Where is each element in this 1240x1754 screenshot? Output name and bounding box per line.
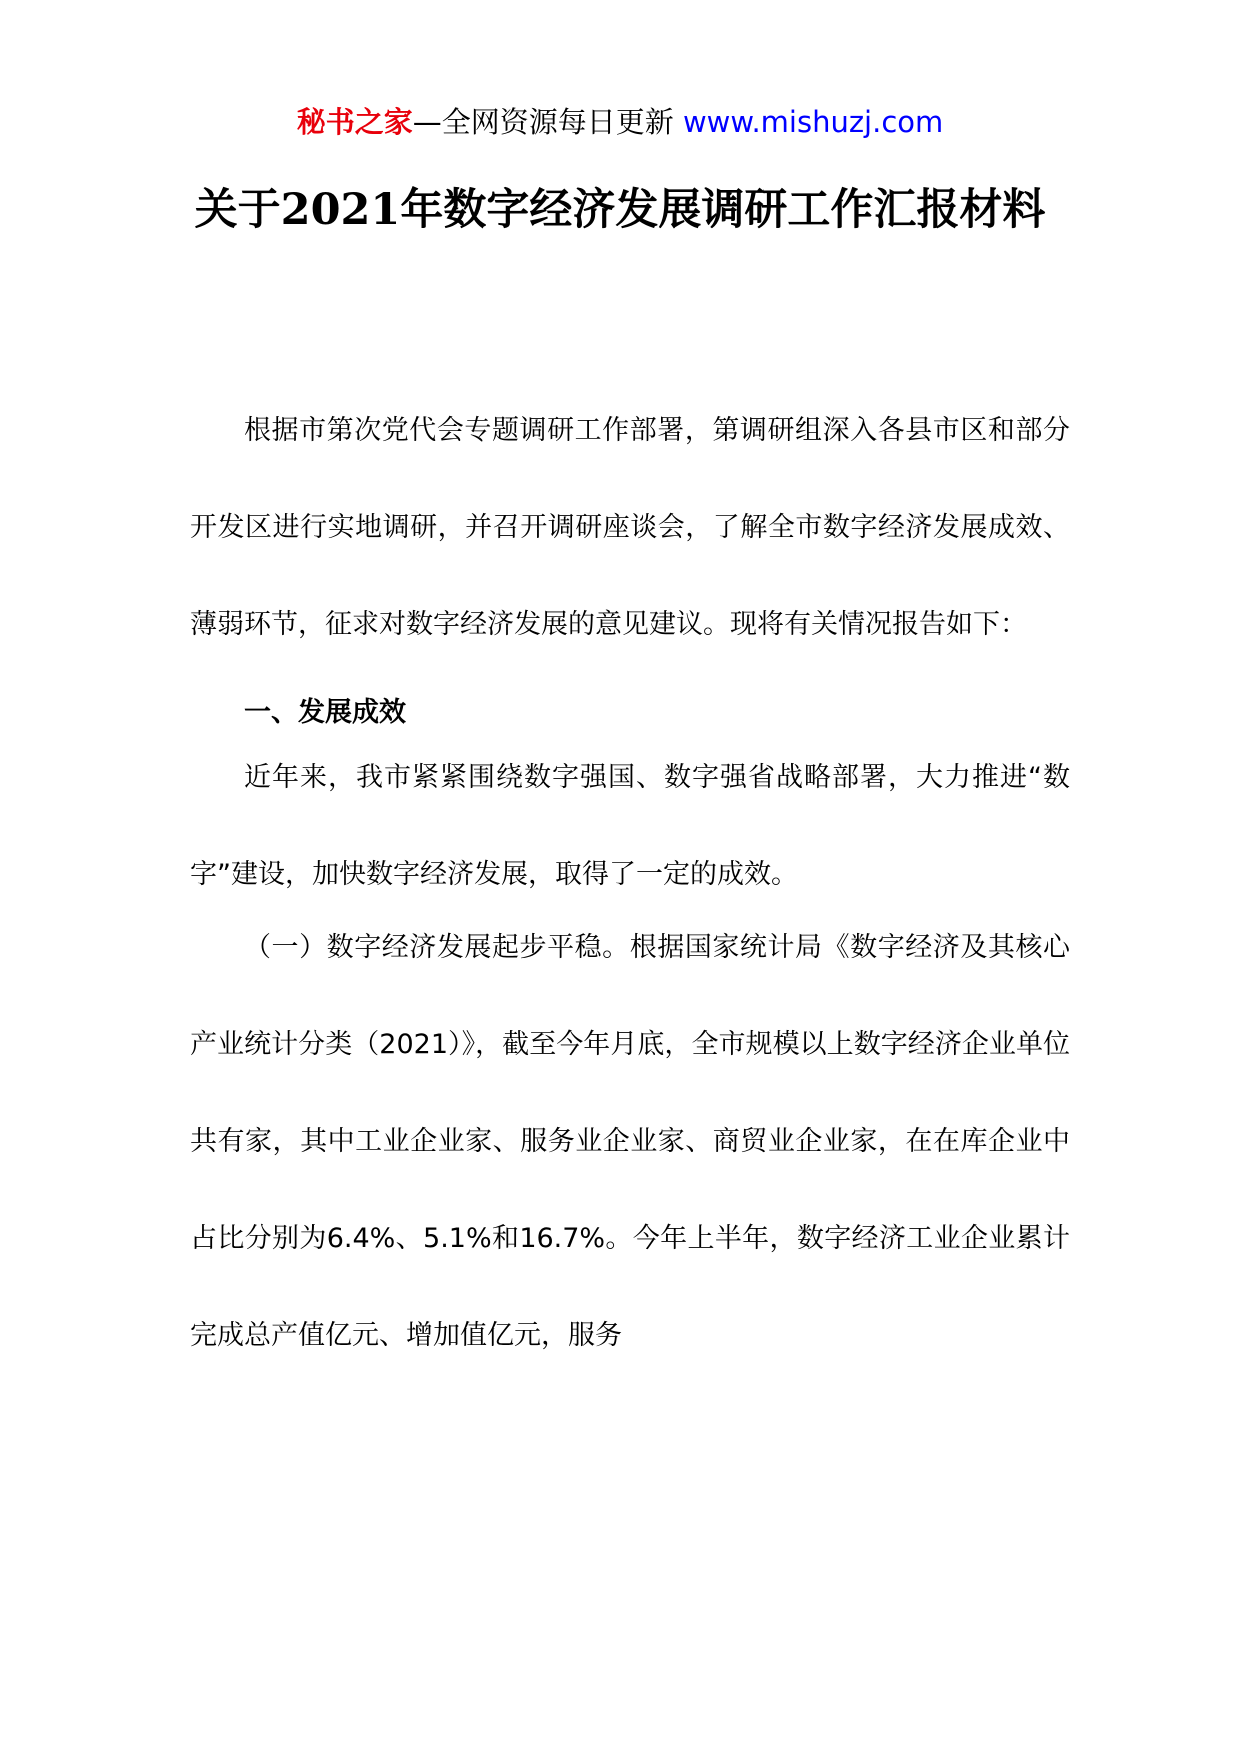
document-title: 关于2021年数字经济发展调研工作汇报材料 [194, 185, 1046, 235]
intro-paragraph: 根据市第次党代会专题调研工作部署，第调研组深入各县市区和部分开发区进行实地调研，并召开调研座谈会，了解全市数字经济发展成效、薄弱环节，征求对数字经济发展的意见建议。现将有关情况报告如下： [190, 415, 1070, 640]
document-body [190, 382, 1070, 1384]
digital-economy-stats-paragraph: （一）数字经济发展起步平稳。根据国家统计局《数字经济及其核心产业统计分类（2021）》，截至今年月底，全市规模以上数字经济企业单位共有家，其中工业企业家、服务业企业家、商贸业企业家，在在库企业中占比分别为6.4%、5.1%和16.7%。今年上半年，数字经济工业企业累计完成总产值亿元、增加值亿元，服务 [190, 932, 1070, 1351]
site-tagline: —全网资源每日更新 [412, 105, 683, 139]
site-header [0, 102, 1240, 142]
site-url-link[interactable]: www.mishuzj.com [682, 105, 944, 139]
section-heading-achievements: 一、发展成效 [244, 697, 406, 728]
achievements-paragraph: 近年来，我市紧紧围绕数字强国、数字强省战略部署，大力推进“数字”建设，加快数字经济发展，取得了一定的成效。 [190, 762, 1070, 890]
site-brand: 秘书之家 [296, 105, 413, 139]
